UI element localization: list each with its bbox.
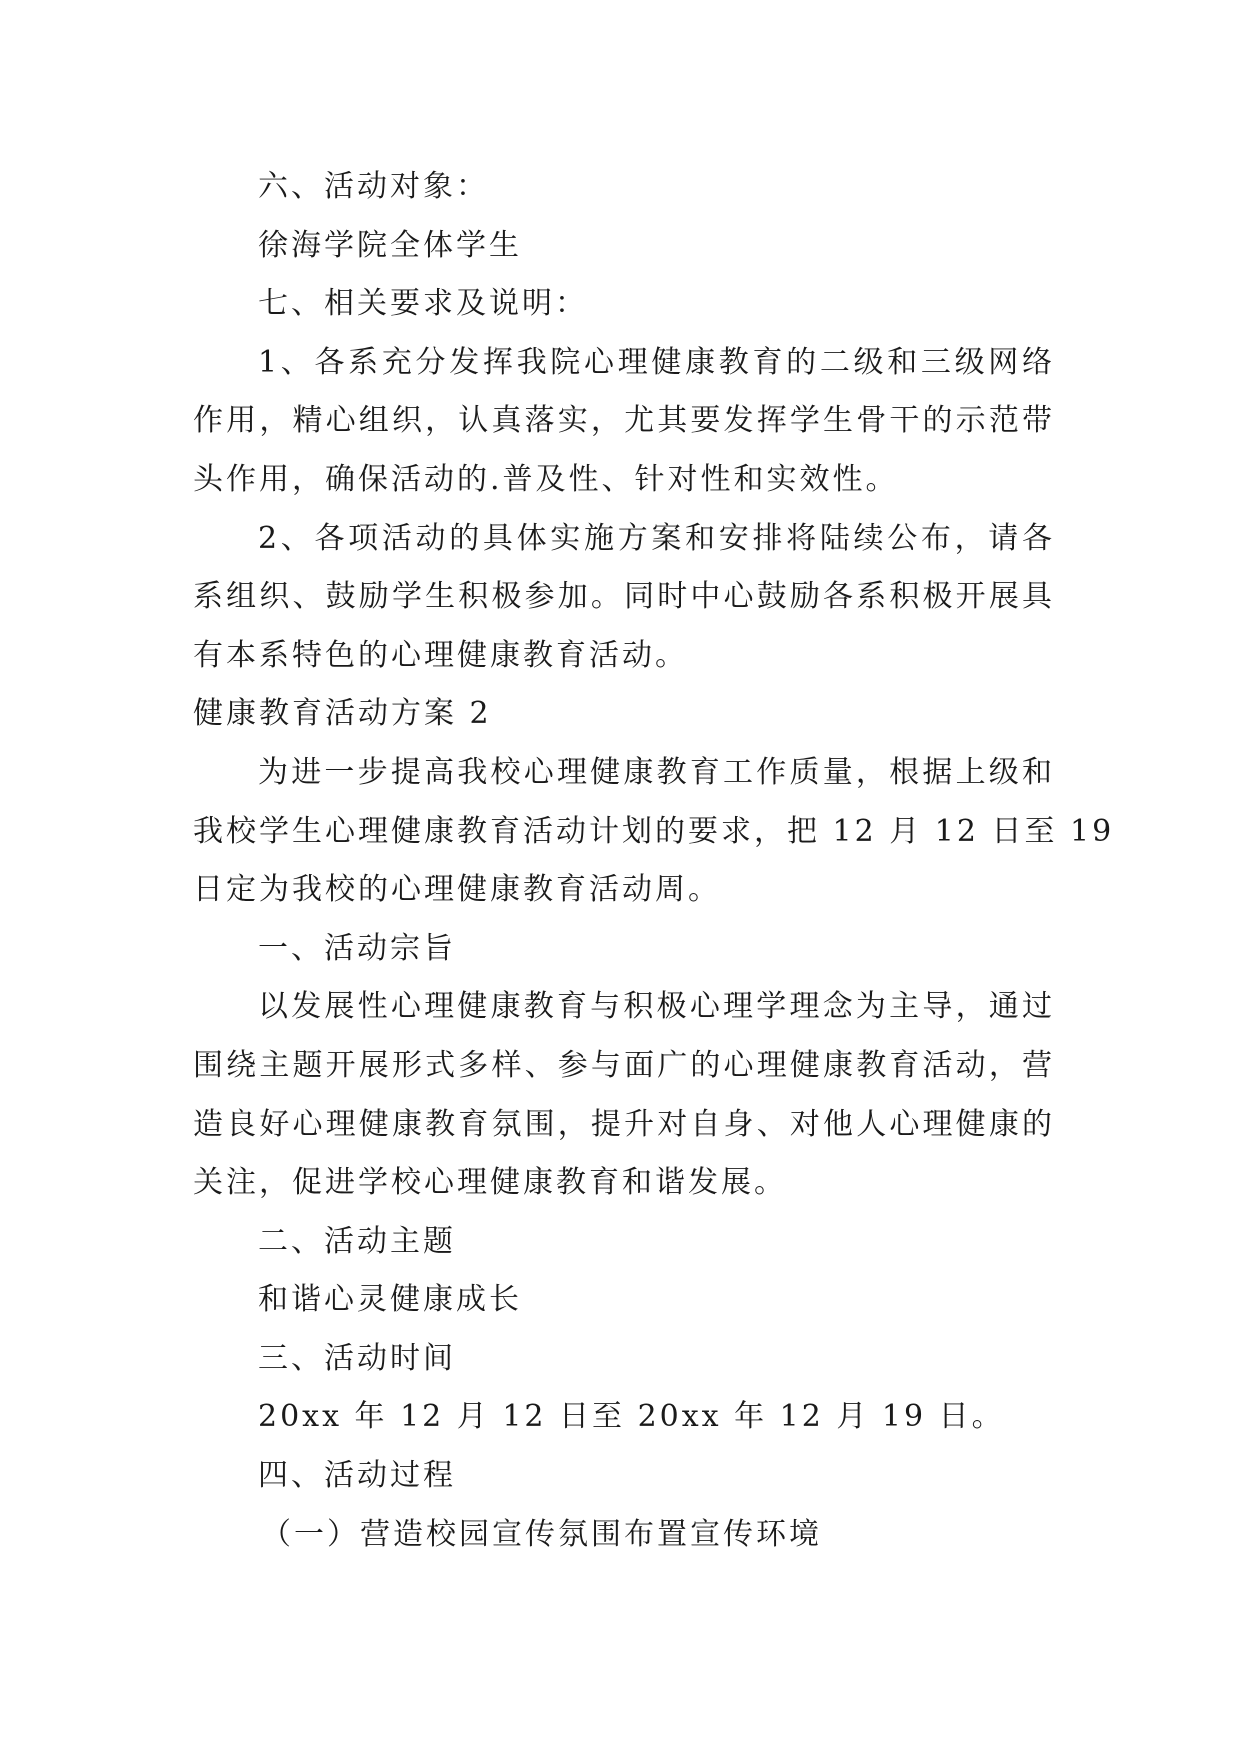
document-section-title: 健康教育活动方案 2	[193, 696, 492, 732]
subsection-heading: （一）营造校园宣传氛围布置宣传环境	[261, 1516, 822, 1552]
section-heading-purpose: 一、活动宗旨	[258, 930, 456, 966]
paragraph-line: 有本系特色的心理健康教育活动。	[193, 637, 688, 673]
paragraph-theme: 和谐心灵健康成长	[258, 1282, 522, 1318]
paragraph-line: 关注，促进学校心理健康教育和谐发展。	[193, 1165, 787, 1201]
paragraph-line: 以发展性心理健康教育与积极心理学理念为主导，通过	[258, 989, 1055, 1025]
section-heading-activity-target: 六、活动对象：	[258, 169, 489, 204]
section-heading-requirements: 七、相关要求及说明：	[258, 286, 588, 322]
paragraph-time: 20xx 年 12 月 12 日至 20xx 年 12 月 19 日。	[258, 1399, 1005, 1435]
paragraph-line: 围绕主题开展形式多样、参与面广的心理健康教育活动，营	[193, 1047, 1055, 1083]
paragraph-line: 造良好心理健康教育氛围，提升对自身、对他人心理健康的	[193, 1106, 1055, 1142]
section-heading-theme: 二、活动主题	[258, 1223, 456, 1259]
paragraph-line: 头作用，确保活动的.普及性、针对性和实效性。	[193, 461, 899, 497]
paragraph-line: 作用，精心组织，认真落实，尤其要发挥学生骨干的示范带	[193, 403, 1055, 439]
paragraph-line: 1、各系充分发挥我院心理健康教育的二级和三级网络	[258, 344, 1055, 380]
section-heading-process: 四、活动过程	[258, 1458, 456, 1494]
paragraph-activity-target: 徐海学院全体学生	[258, 227, 522, 263]
document-body	[193, 158, 1115, 1564]
section-heading-time: 三、活动时间	[258, 1340, 456, 1376]
paragraph-line: 日定为我校的心理健康教育活动周。	[193, 872, 721, 908]
paragraph-line: 我校学生心理健康教育活动计划的要求，把 12 月 12 日至 19	[193, 813, 1115, 849]
paragraph-line: 为进一步提高我校心理健康教育工作质量，根据上级和	[258, 754, 1055, 790]
paragraph-line: 2、各项活动的具体实施方案和安排将陆续公布，请各	[258, 520, 1055, 556]
paragraph-line: 系组织、鼓励学生积极参加。同时中心鼓励各系积极开展具	[193, 579, 1055, 615]
